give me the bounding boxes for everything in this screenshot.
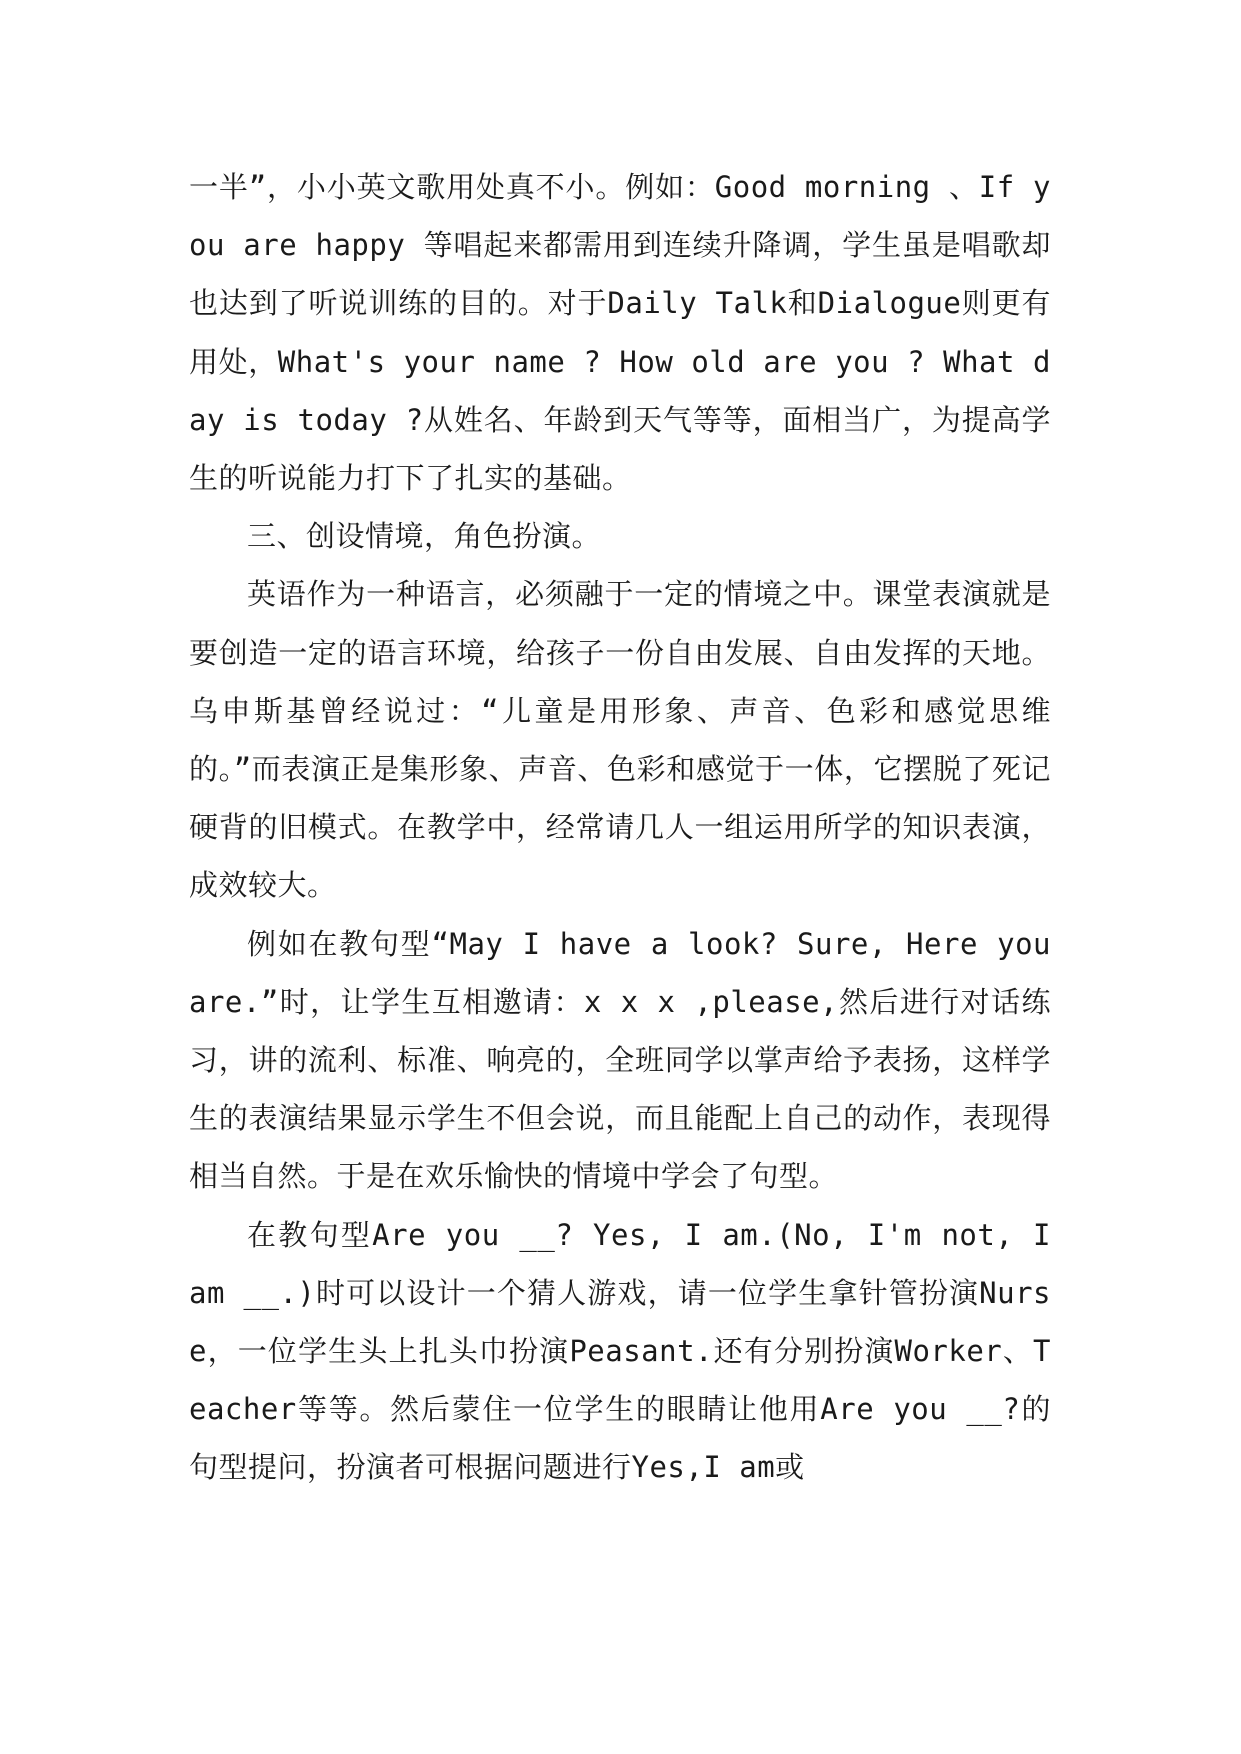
paragraph-continuation: 一半”，小小英文歌用处真不小。例如：Good morning 、If you are happy 等唱起来都需用到连续升降调，学生虽是唱歌却也达到了听说训练的目的。对于Daily Talk和Dialogue则更有用处，What's your name ? How old are you ? What day is today ?从姓名、年龄到天气等等，面相当广，为提高学生的听说能力打下了扎实的基础。: [189, 170, 1051, 496]
paragraph: 英语作为一种语言，必须融于一定的情境之中。课堂表演就是要创造一定的语言环境，给孩子一份自由发展、自由发挥的天地。乌申斯基曾经说过：“儿童是用形象、声音、色彩和感觉思维的。”而表演正是集形象、声音、色彩和感觉于一体，它摆脱了死记硬背的旧模式。在教学中，经常请几人一组运用所学的知识表演，成效较大。: [189, 577, 1051, 903]
section-heading: 三、创设情境，角色扮演。: [247, 519, 602, 554]
document-body: [189, 158, 1051, 1497]
paragraph: 例如在教句型“May I have a look? Sure, Here you are.”时，让学生互相邀请：x x x ,please,然后进行对话练习，讲的流利、标准、响亮的，全班同学以掌声给予表扬，这样学生的表演结果显示学生不但会说，而且能配上自己的动作，表现得相当自然。于是在欢乐愉快的情境中学会了句型。: [189, 926, 1051, 1194]
paragraph: 在教句型Are you __? Yes, I am.(No, I'm not, I am __.)时可以设计一个猜人游戏，请一位学生拿针管扮演Nurse，一位学生头上扎头巾扮演Peasant.还有分别扮演Worker、Teacher等等。然后蒙住一位学生的眼睛让他用Are you __?的句型提问，扮演者可根据问题进行Yes,I am或: [189, 1217, 1051, 1485]
